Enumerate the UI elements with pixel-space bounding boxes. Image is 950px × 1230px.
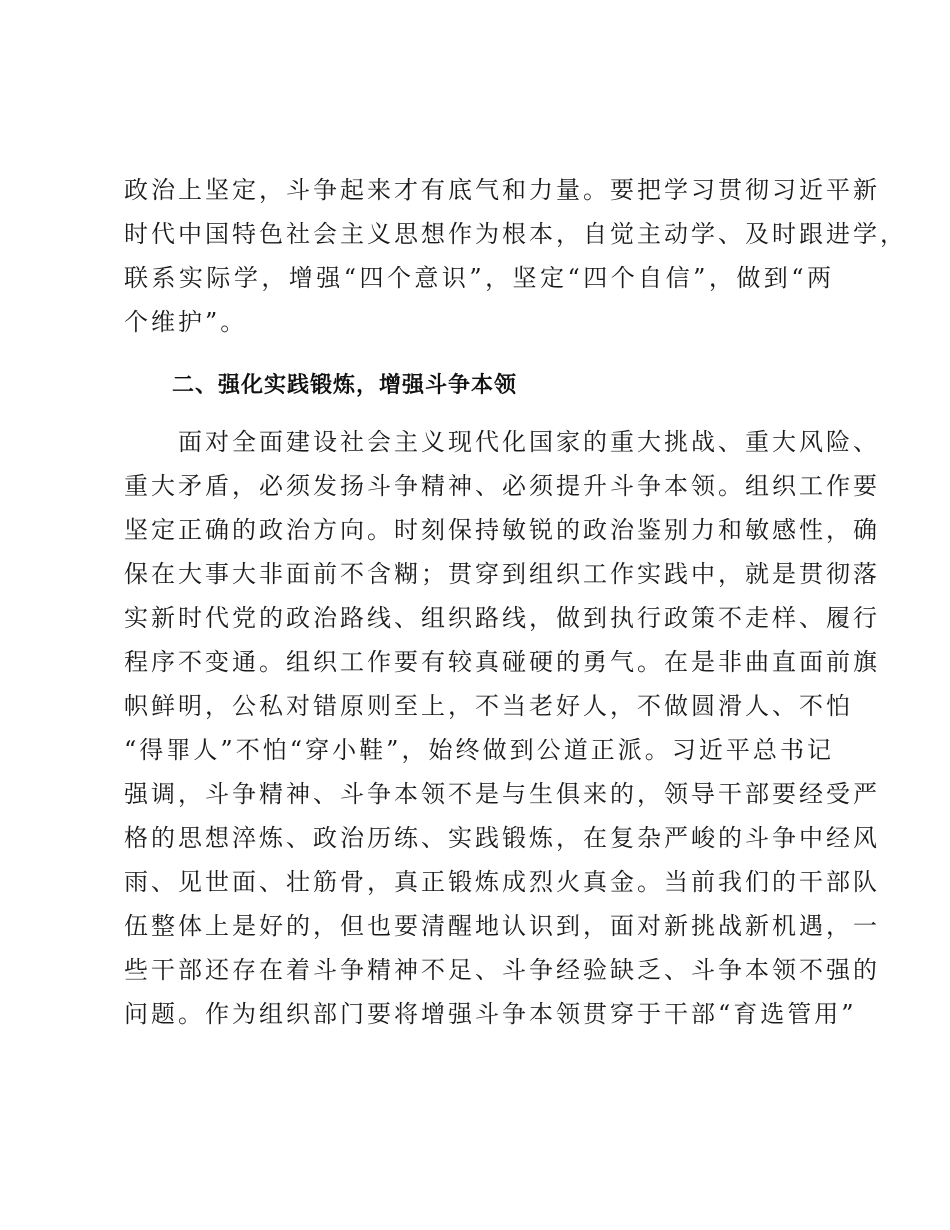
paragraph-line: 雨、见世面、壮筋骨，真正锻炼成烈火真金。当前我们的干部队	[124, 868, 880, 896]
paragraph-political-firmness	[124, 168, 907, 344]
paragraph-line: 面对全面建设社会主义现代化国家的重大挑战、重大风险、	[124, 428, 880, 456]
paragraph-practice-training	[124, 420, 880, 1036]
section-heading: 二、强化实践锻炼，增强斗争本领	[172, 373, 518, 398]
paragraph-line: 重大矛盾，必须发扬斗争精神、必须提升斗争本领。组织工作要	[124, 472, 880, 500]
paragraph-line: 问题。作为组织部门要将增强斗争本领贯穿于干部“育选管用”	[124, 1000, 857, 1028]
paragraph-line: “得罪人”不怕“穿小鞋”，始终做到公道正派。习近平总书记	[124, 736, 834, 764]
paragraph-line: 联系实际学，增强“四个意识”，坚定“四个自信”，做到“两	[124, 264, 834, 292]
paragraph-line: 些干部还存在着斗争精神不足、斗争经验缺乏、斗争本领不强的	[124, 956, 880, 984]
paragraph-line: 帜鲜明，公私对错原则至上，不当老好人，不做圆滑人、不怕	[124, 692, 853, 720]
paragraph-line: 保在大事大非面前不含糊；贯穿到组织工作实践中，就是贯彻落	[124, 560, 880, 588]
paragraph-line: 强调，斗争精神、斗争本领不是与生俱来的，领导干部要经受严	[124, 780, 880, 808]
paragraph-line: 政治上坚定，斗争起来才有底气和力量。要把学习贯彻习近平新	[124, 176, 880, 204]
paragraph-line: 程序不变通。组织工作要有较真碰硬的勇气。在是非曲直面前旗	[124, 648, 880, 676]
paragraph-line: 时代中国特色社会主义思想作为根本，自觉主动学、及时跟进学，	[124, 220, 907, 248]
paragraph-line: 伍整体上是好的，但也要清醒地认识到，面对新挑战新机遇，一	[124, 912, 880, 940]
paragraph-line: 格的思想淬炼、政治历练、实践锻炼，在复杂严峻的斗争中经风	[124, 824, 880, 852]
paragraph-line: 实新时代党的政治路线、组织路线，做到执行政策不走样、履行	[124, 604, 880, 632]
paragraph-line: 坚定正确的政治方向。时刻保持敏锐的政治鉴别力和敏感性，确	[124, 516, 880, 544]
paragraph-line: 个维护”。	[124, 308, 248, 336]
